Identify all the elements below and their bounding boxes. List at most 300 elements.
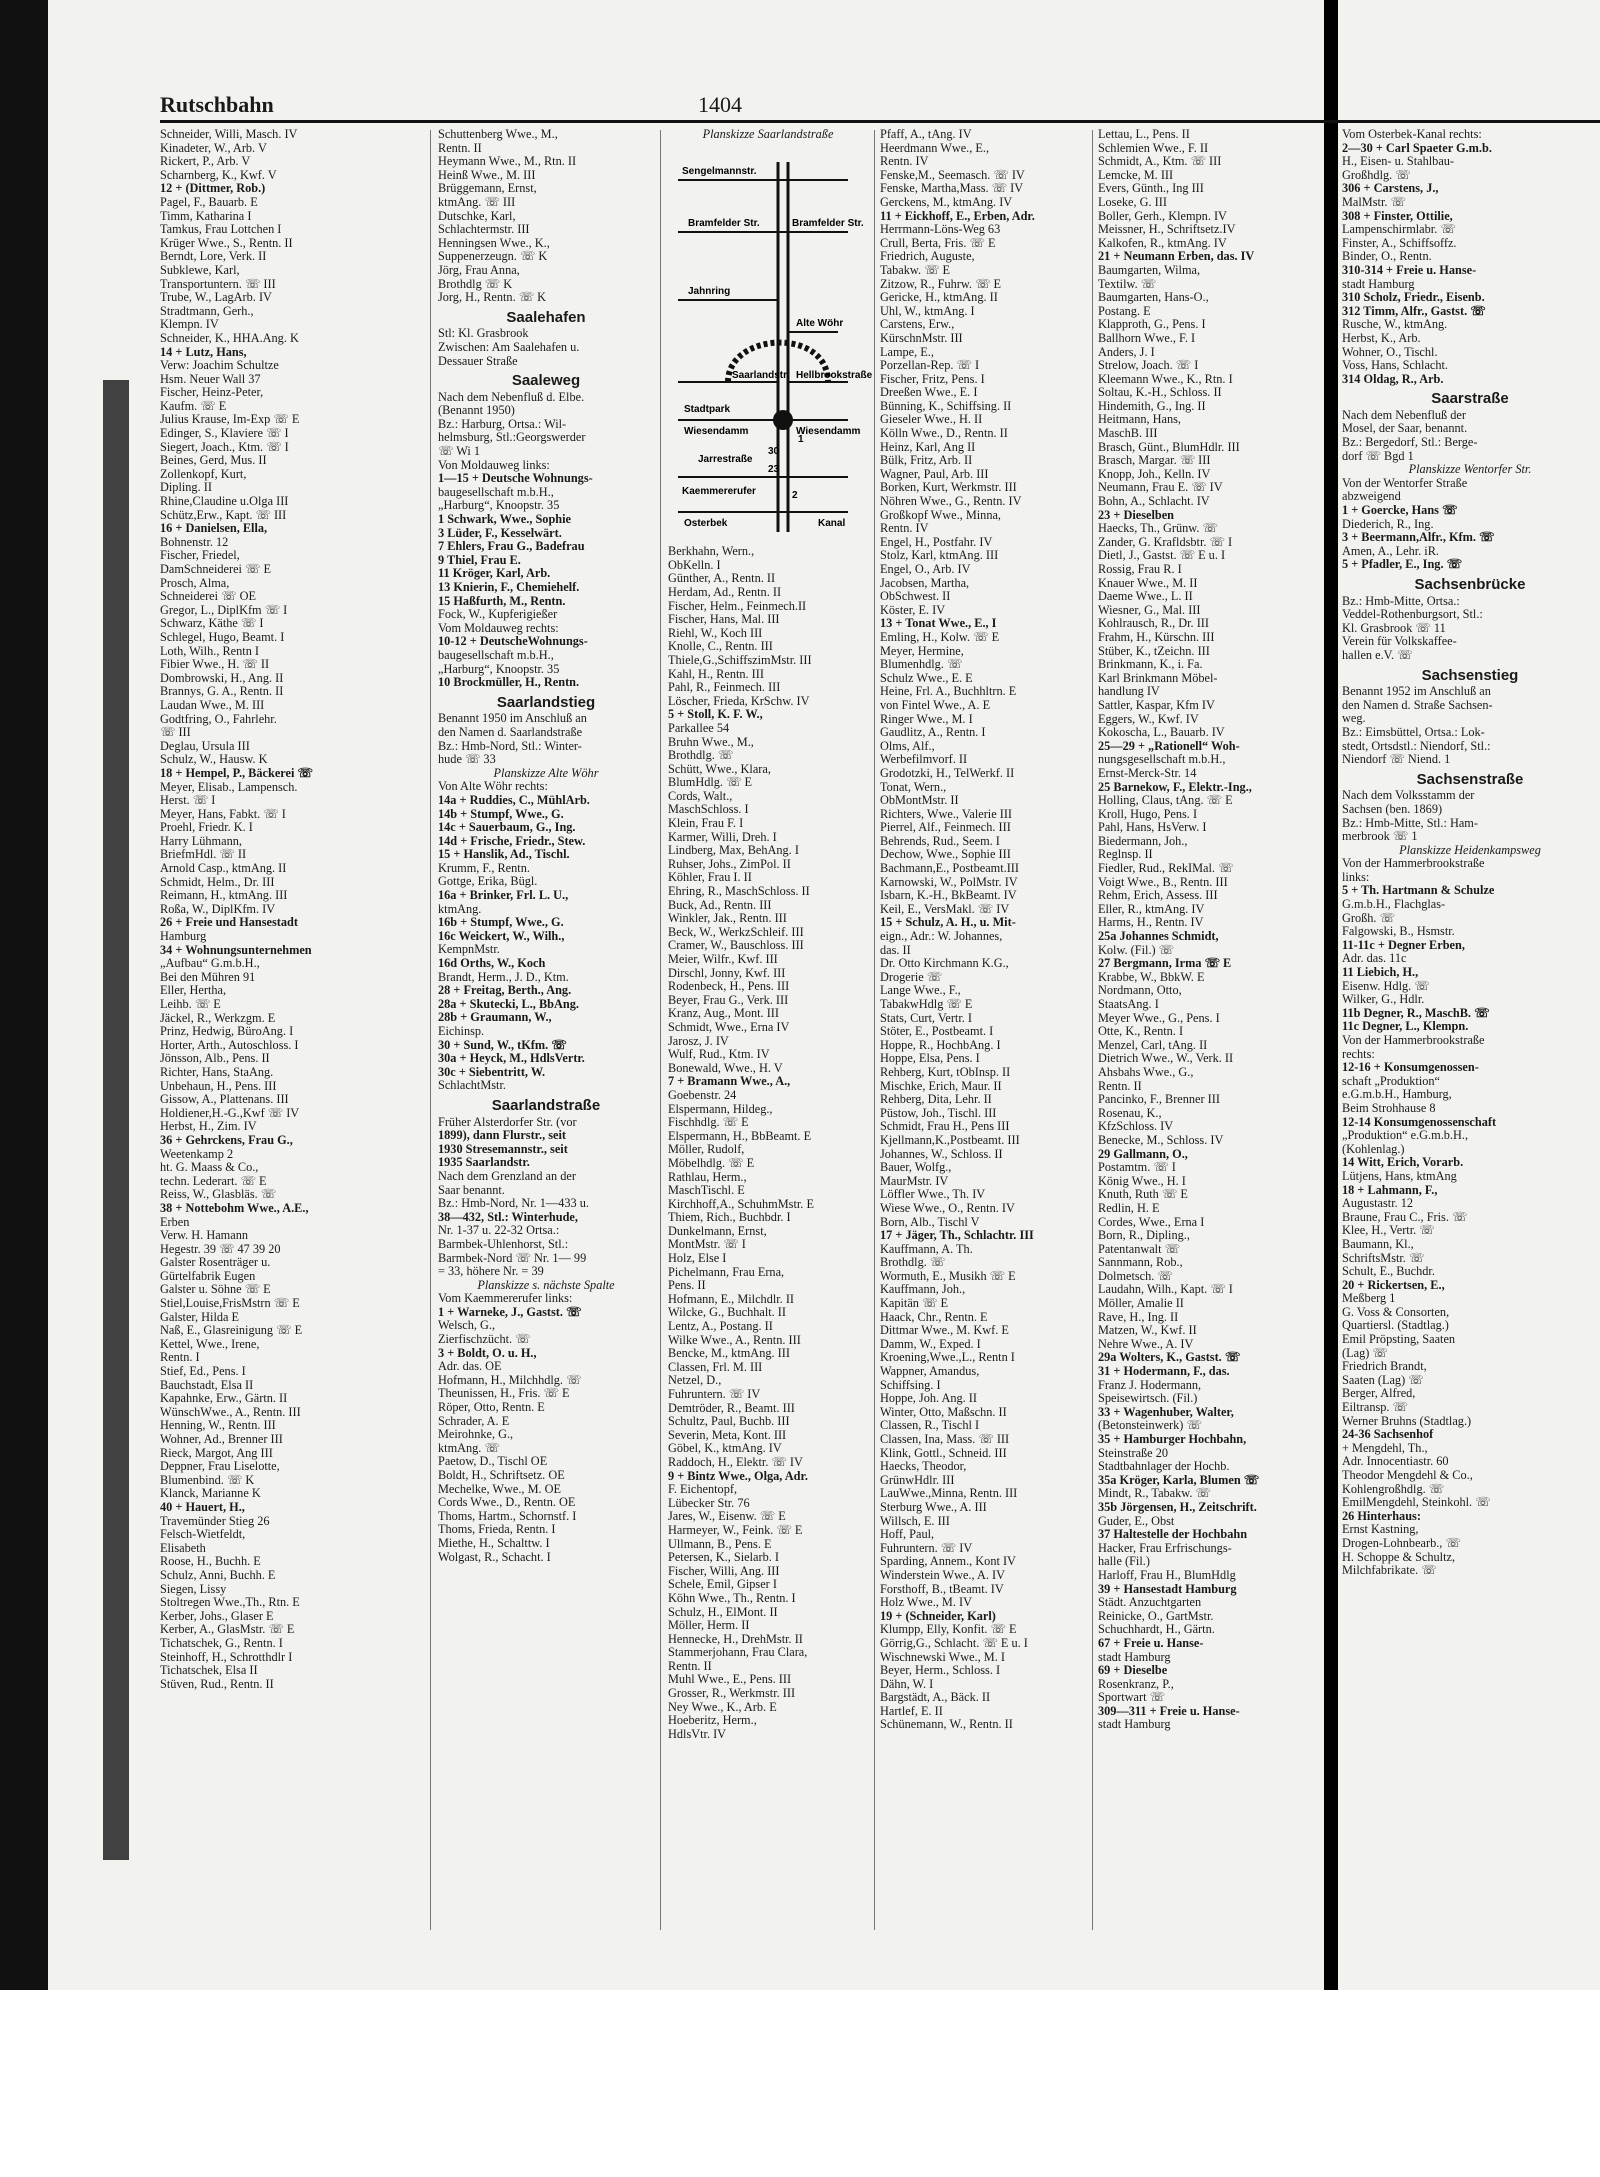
- directory-entry: 16b + Stumpf, Wwe., G.: [438, 915, 564, 930]
- street-heading: Sachsenbrücke: [1414, 576, 1526, 593]
- directory-entry: Rentn. II: [668, 1658, 712, 1673]
- directory-entry: Sattler, Kaspar, Kfm IV: [1098, 697, 1215, 712]
- directory-entry: 7 + Bramann Wwe., A.,: [668, 1074, 791, 1089]
- directory-entry: 18 + Lahmann, F.,: [1342, 1182, 1438, 1197]
- directory-entry: 25 Barnekow, F., Elektr.-Ing.,: [1098, 779, 1252, 794]
- directory-entry: Hegestr. 39 ☏ 47 39 20: [160, 1241, 281, 1256]
- directory-entry: Hamburg: [160, 929, 207, 944]
- directory-entry: 14a + Ruddies, C., MühlArb.: [438, 792, 590, 807]
- directory-entry: Holdiener,H.-G.,Kwf ☏ IV: [160, 1105, 300, 1120]
- directory-entry: Dr. Otto Kirchmann K.G.,: [880, 956, 1009, 971]
- directory-entry: (Kohlenlag.): [1342, 1141, 1405, 1156]
- directory-entry: Schulz, W., Hausw. K: [160, 752, 268, 767]
- directory-entry: Berkhahn, Wern.,: [668, 544, 755, 559]
- directory-entry: 28 + Freitag, Berth., Ang.: [438, 983, 572, 998]
- directory-entry: Boller, Gerh., Klempn. IV: [1098, 208, 1227, 223]
- directory-entry: Schulz, H., ElMont. II: [668, 1604, 778, 1619]
- directory-entry: Verw: Joachim Schultze: [160, 358, 279, 373]
- directory-entry: Fischhdlg. ☏ E: [668, 1115, 749, 1130]
- directory-entry: Dessauer Straße: [438, 353, 518, 368]
- directory-entry: Herbst, H., Zim. IV: [160, 1119, 257, 1134]
- directory-entry: 16c Weickert, W., Wilh.,: [438, 928, 565, 943]
- directory-entry: Strelow, Joach. ☏ I: [1098, 358, 1199, 373]
- directory-entry: 30 + Sund, W., tKfm. ☏: [438, 1037, 567, 1052]
- directory-entry: Beyer, Herm., Schloss. I: [880, 1663, 1001, 1678]
- directory-entry: Dietrich Wwe., W., Verk. II: [1098, 1051, 1234, 1066]
- directory-entry: Bz.: Hmb-Nord, Nr. 1—433 u.: [438, 1196, 589, 1211]
- street-heading: Saaleweg: [511, 372, 581, 390]
- directory-entry: Schultz, Paul, Buchb. III: [668, 1414, 790, 1429]
- directory-entry: Herdam, Ad., Rentn. II: [668, 584, 782, 599]
- directory-entry: Von Alte Wöhr rechts:: [438, 779, 548, 794]
- directory-entry: Mischke, Erich, Maur. II: [880, 1078, 1002, 1093]
- directory-entry: Buck, Ad., Rentn. III: [668, 897, 772, 912]
- directory-entry: Zwischen: Am Saalehafen u.: [438, 339, 580, 354]
- directory-entry: Fischer, Willi, Ang. III: [668, 1563, 780, 1578]
- directory-entry: Wormuth, E., Musikh ☏ E: [880, 1268, 1016, 1283]
- directory-entry: 2—30 + Carl Spaeter G.m.b.: [1342, 140, 1492, 155]
- directory-entry: Blumenhdlg. ☏: [880, 657, 963, 672]
- directory-entry: 38 + Nottebohm Wwe., A.E.,: [160, 1200, 309, 1215]
- directory-entry: 28a + Skutecki, L., BbAng.: [438, 996, 579, 1011]
- directory-entry: Heitmann, Hans,: [1098, 412, 1181, 427]
- directory-entry: eign., Adr.: W. Johannes,: [880, 929, 1003, 944]
- directory-entry: Theodor Mengdehl & Co.,: [1342, 1468, 1473, 1482]
- directory-entry: hallen e.V. ☏: [1342, 647, 1413, 662]
- directory-entry: Lemcke, M. III: [1098, 167, 1174, 182]
- map-label: Wiesendamm: [684, 425, 749, 437]
- directory-entry: 7 Ehlers, Frau G., Badefrau: [438, 539, 585, 554]
- directory-entry: baugesellschaft m.b.H.,: [438, 647, 554, 662]
- map-label: Saarlandstr.: [732, 369, 790, 381]
- directory-entry: Stradtmann, Gerh.,: [160, 303, 254, 318]
- directory-entry: KfzSchloss. IV: [1098, 1119, 1174, 1134]
- directory-entry: Kettel, Wwe., Irene,: [160, 1336, 260, 1351]
- directory-entry: Bachmann,E., Postbeamt.III: [880, 861, 1019, 876]
- directory-entry: Benannt 1950 im Anschluß an: [438, 711, 587, 726]
- directory-entry: Rieck, Margot, Ang III: [160, 1445, 273, 1460]
- directory-entry: 29a Wolters, K., Gastst. ☏: [1098, 1350, 1241, 1365]
- directory-entry: DamSchneiderei ☏ E: [160, 562, 271, 576]
- directory-entry: Lentz, A., Postang. II: [668, 1319, 773, 1334]
- directory-entry: 16 + Danielsen, Ella,: [160, 521, 268, 536]
- directory-entry: rechts:: [1342, 1046, 1375, 1061]
- directory-entry: (Betonsteinwerk) ☏: [1098, 1418, 1202, 1433]
- directory-entry: Ahsbahs Wwe., G.,: [1098, 1064, 1194, 1079]
- directory-entry: Zander, G. Krafldsbtr. ☏ I: [1098, 534, 1233, 549]
- book-spine: [0, 0, 48, 1990]
- directory-entry: Loseke, G. III: [1098, 194, 1167, 209]
- directory-entry: Bohnenstr. 12: [160, 534, 229, 549]
- directory-entry: Hoppe, R., HochbAng. I: [880, 1037, 1001, 1052]
- map-label: Bramfelder Str.: [792, 217, 864, 229]
- directory-entry: Klempn. IV: [160, 317, 219, 332]
- directory-entry: 11b Degner, R., MaschB. ☏: [1342, 1005, 1490, 1020]
- directory-entry: Isbarn, K.-H., BkBeamt. IV: [880, 888, 1017, 903]
- directory-entry: Möller, Rudolf,: [668, 1142, 745, 1157]
- directory-entry: Julius Krause, Im-Exp ☏ E: [160, 412, 300, 427]
- directory-entry: Hoeberitz, Herm.,: [668, 1713, 757, 1728]
- directory-entry: Schneider, K., HHA.Ang. K: [160, 330, 299, 345]
- map-note: Planskizze Heidenkampsweg: [1399, 842, 1541, 857]
- directory-entry: Finster, A., Schiffsoffz.: [1342, 235, 1457, 250]
- directory-entry: Dombrowski, H., Ang. II: [160, 670, 284, 685]
- directory-entry: Richter, Hans, StaAng.: [160, 1064, 274, 1079]
- directory-entry: Brothdlg. ☏: [668, 748, 734, 763]
- directory-entry: Henning, W., Rentn. III: [160, 1418, 276, 1433]
- directory-entry: Elspermann, H., BbBeamt. E: [668, 1128, 812, 1143]
- directory-entry: Schütt, Wwe., Klara,: [668, 761, 771, 776]
- directory-entry: Kranz, Aug., Mont. III: [668, 1006, 779, 1021]
- directory-entry: Borken, Kurt, Werkmstr. III: [880, 480, 1017, 495]
- directory-entry: Wilker, G., Hdlr.: [1342, 992, 1425, 1007]
- directory-entry: Benecke, M., Schloss. IV: [1098, 1132, 1224, 1147]
- directory-entry: Schneider, Willi, Masch. IV: [160, 127, 298, 141]
- directory-entry: Mosel, der Saar, benannt.: [1342, 421, 1468, 436]
- directory-entry: Winter, Otto, Maßschn. II: [880, 1404, 1007, 1419]
- directory-entry: Biedermann, Joh.,: [1098, 833, 1188, 848]
- directory-entry: Stief, Ed., Pens. I: [160, 1364, 246, 1379]
- column-2: [438, 128, 654, 1564]
- directory-entry: 312 Timm, Alfr., Gastst. ☏: [1342, 303, 1486, 318]
- directory-entry: Stöter, E., Postbeamt. I: [880, 1024, 994, 1039]
- directory-entry: Godtfring, O., Fahrlehr.: [160, 711, 277, 726]
- directory-entry: 26 Hinterhaus:: [1342, 1508, 1421, 1523]
- directory-entry: Brothdlg. ☏: [880, 1255, 946, 1270]
- directory-entry: Fischer, Heinz-Peter,: [160, 385, 264, 400]
- directory-entry: Friedrich, Auguste,: [880, 249, 975, 264]
- directory-entry: Born, R., Dipling.,: [1098, 1228, 1190, 1243]
- directory-entry: Adr. das. OE: [438, 1359, 502, 1374]
- directory-entry: Sparding, Annem., Kont IV: [880, 1554, 1016, 1569]
- directory-entry: Fischer, Helm., Feinmech.II: [668, 598, 807, 613]
- directory-entry: Tamkus, Frau Lottchen I: [160, 222, 282, 237]
- directory-entry: Rentn. I: [160, 1350, 200, 1365]
- directory-entry: Trube, W., LagArb. IV: [160, 290, 272, 305]
- directory-entry: Karl Brinkmann Möbel-: [1098, 670, 1218, 685]
- directory-entry: ktmAng. ☏ III: [438, 194, 516, 209]
- directory-entry: G.m.b.H., Flachglas-: [1342, 897, 1446, 912]
- directory-entry: Drogen-Lohnbearb., ☏: [1342, 1535, 1461, 1550]
- directory-entry: ObMontMstr. II: [880, 793, 959, 808]
- directory-entry: Von der Wentorfer Straße: [1342, 475, 1468, 490]
- directory-entry: 14d + Frische, Friedr., Stew.: [438, 833, 586, 848]
- directory-entry: Werbefilmvorf. II: [880, 752, 968, 767]
- directory-entry: Rentn. IV: [880, 154, 929, 169]
- directory-entry: Möbelhdlg. ☏ E: [668, 1155, 755, 1170]
- directory-entry: 14c + Sauerbaum, G., Ing.: [438, 820, 576, 835]
- directory-entry: Hacker, Frau Erfrischungs-: [1098, 1540, 1232, 1555]
- map-label: 23: [768, 463, 780, 475]
- directory-entry: Winderstein Wwe., A. IV: [880, 1567, 1005, 1582]
- directory-entry: Erben: [160, 1214, 190, 1229]
- street-heading: Sachsenstieg: [1421, 666, 1519, 684]
- directory-entry: Nach dem Nebenfluß d. Elbe.: [438, 389, 585, 404]
- directory-entry: Goebenstr. 24: [668, 1087, 737, 1102]
- directory-entry: Lettau, L., Pens. II: [1098, 127, 1190, 141]
- directory-entry: Kaufm. ☏ E: [160, 398, 227, 413]
- directory-entry: Ullmann, B., Pens. E: [668, 1536, 772, 1551]
- street-heading: Saarlandstraße: [491, 1096, 601, 1114]
- directory-entry: Mindt, R., Tabakw. ☏: [1098, 1486, 1211, 1501]
- directory-entry: Schmidt, Frau H., Pens III: [880, 1119, 1010, 1134]
- directory-entry: Rentn. IV: [880, 521, 929, 536]
- directory-entry: Behrends, Rud., Seem. I: [880, 833, 1000, 848]
- directory-entry: Born, Alb., Tischl V: [880, 1214, 980, 1229]
- directory-entry: Wolgast, R., Schacht. I: [438, 1549, 551, 1564]
- directory-entry: Schmidt, A., Ktm. ☏ III: [1098, 154, 1222, 169]
- directory-entry: stadt Hamburg: [1342, 276, 1415, 291]
- directory-entry: Dechow, Wwe., Sophie III: [880, 847, 1011, 862]
- directory-entry: Pierrel, Alf., Feinmech. III: [880, 820, 1011, 835]
- directory-entry: Schneiderei ☏ OE: [160, 589, 256, 604]
- directory-entry: stadt Hamburg: [1098, 1649, 1171, 1664]
- directory-entry: Knuth, Ruth ☏ E: [1098, 1187, 1188, 1202]
- directory-entry: Herbst, K., Arb.: [1342, 330, 1421, 345]
- directory-entry: Lindberg, Max, BehAng. I: [668, 843, 799, 858]
- directory-entry: Fischer, Hans, Mal. III: [668, 612, 780, 627]
- directory-entry: Ballhorn Wwe., F. I: [1098, 330, 1196, 345]
- directory-entry: 10 Brockmüller, H., Rentn.: [438, 675, 580, 690]
- directory-entry: Muhl Wwe., E., Pens. III: [668, 1672, 792, 1687]
- directory-entry: Vom Kaemmererufer links:: [438, 1291, 573, 1306]
- directory-entry: 23 + Dieselben: [1098, 507, 1175, 522]
- directory-entry: Veddel-Rothenburgsort, Stl.:: [1342, 607, 1483, 622]
- directory-entry: Heinß Wwe., M. III: [438, 167, 536, 182]
- directory-entry: Meier, Wilfr., Kwf. III: [668, 952, 778, 966]
- directory-entry: Kalkofen, R., ktmAng. IV: [1098, 235, 1227, 250]
- directory-entry: Knauer Wwe., M. II: [1098, 575, 1198, 590]
- directory-entry: Stiel,Louise,FrisMstrn ☏ E: [160, 1296, 300, 1311]
- directory-entry: Hoppe, Joh. Ang. II: [880, 1391, 977, 1406]
- directory-entry: Gaudlitz, A., Rentn. I: [880, 725, 986, 740]
- map-label: Sengelmannstr.: [682, 165, 757, 177]
- directory-entry: 16a + Brinker, Frl. L. U.,: [438, 888, 569, 903]
- directory-entry: weg.: [1342, 711, 1366, 726]
- directory-entry: Fuhruntern. ☏ IV: [880, 1540, 973, 1555]
- directory-entry: Sterburg Wwe., A. III: [880, 1499, 987, 1514]
- directory-entry: KürschnMstr. III: [880, 330, 963, 345]
- directory-entry: Tichatschek, Elsa II: [160, 1663, 258, 1678]
- directory-entry: Porzellan-Rep. ☏ I: [880, 358, 980, 373]
- directory-entry: Städt. Anzuchtgarten: [1098, 1595, 1202, 1610]
- directory-entry: Beines, Gerd, Mus. II: [160, 453, 267, 468]
- directory-entry: 69 + Dieselbe: [1098, 1663, 1168, 1678]
- directory-entry: Adr. das. 11c: [1342, 951, 1407, 966]
- directory-entry: den Namen d. Straße Sachsen-: [1342, 697, 1493, 712]
- directory-entry: 17 + Jäger, Th., Schlachtr. III: [880, 1228, 1034, 1243]
- directory-entry: Bz.: Hmb-Nord, Stl.: Winter-: [438, 738, 582, 753]
- directory-entry: Zierfischzücht. ☏: [438, 1332, 531, 1347]
- directory-entry: Daeme Wwe., L. II: [1098, 589, 1193, 604]
- directory-entry: Dirschl, Jonny, Kwf. III: [668, 965, 786, 980]
- directory-entry: Mechelke, Wwe., M. OE: [438, 1481, 562, 1496]
- directory-entry: 34 + Wohnungsunternehmen: [160, 942, 312, 957]
- directory-entry: Neumann, Frau E. ☏ IV: [1098, 480, 1223, 495]
- directory-entry: SchlachtMstr.: [438, 1078, 506, 1093]
- directory-entry: „Aufbau“ G.m.b.H.,: [160, 956, 260, 971]
- directory-entry: Heymann Wwe., M., Rtn. II: [438, 154, 577, 169]
- directory-entry: „Produktion“ e.G.m.b.H.,: [1342, 1128, 1469, 1143]
- column-divider: [874, 130, 875, 1930]
- directory-entry: Keil, E., VersMakl. ☏ IV: [880, 901, 1010, 916]
- directory-entry: Matzen, W., Kwf. II: [1098, 1323, 1197, 1338]
- directory-entry: 11 + Eickhoff, E., Erben, Adr.: [880, 208, 1035, 223]
- directory-entry: Deglau, Ursula III: [160, 738, 250, 753]
- directory-entry: Timm, Katharina I: [160, 208, 252, 223]
- directory-entry: Holling, Claus, tAng. ☏ E: [1098, 793, 1233, 808]
- directory-entry: Stüber, K., tZeichn. III: [1098, 643, 1210, 658]
- directory-entry: stedt, Ortsdstl.: Niendorf, Stl.:: [1342, 738, 1491, 753]
- directory-entry: Meissner, H., Schriftsetz.IV: [1098, 222, 1236, 237]
- directory-entry: Patentanwalt ☏: [1098, 1241, 1180, 1256]
- directory-entry: e.G.m.b.H., Hamburg,: [1342, 1087, 1452, 1102]
- map-label: 2: [792, 489, 798, 501]
- directory-entry: GrünwHdlr. III: [880, 1472, 955, 1487]
- directory-entry: Sportwart ☏: [1098, 1690, 1165, 1705]
- directory-entry: MaurMstr. IV: [880, 1173, 949, 1188]
- directory-entry: Vom Osterbek-Kanal rechts:: [1342, 127, 1482, 141]
- directory-entry: Loth, Wilh., Rentn I: [160, 643, 260, 658]
- directory-entry: Klee, H., Vertr. ☏: [1342, 1223, 1435, 1238]
- directory-entry: Forsthoff, B., tBeamt. IV: [880, 1581, 1004, 1596]
- directory-entry: Bonewald, Wwe., H. V: [668, 1060, 783, 1075]
- directory-entry: Bz.: Hmb-Mitte, Ortsa.:: [1342, 593, 1460, 608]
- directory-entry: Bz.: Bergedorf, Stl.: Berge-: [1342, 435, 1478, 450]
- directory-entry: Horter, Arth., Autoschloss. I: [160, 1037, 299, 1052]
- directory-entry: 306 + Carstens, J.,: [1342, 181, 1439, 196]
- directory-entry: Frahm, H., Kürschn. III: [1098, 629, 1215, 644]
- directory-entry: Früher Alsterdorfer Str. (vor: [438, 1114, 577, 1129]
- directory-entry: Jacobsen, Martha,: [880, 575, 970, 590]
- directory-entry: Textilw. ☏: [1098, 276, 1157, 291]
- directory-entry: Travemünder Stieg 26: [160, 1513, 270, 1528]
- directory-entry: Bencke, M., ktmAng. III: [668, 1346, 790, 1361]
- directory-entry: Nr. 1-37 u. 22-32 Ortsa.:: [438, 1223, 560, 1238]
- directory-entry: Großkopf Wwe., Minna,: [880, 507, 1002, 522]
- directory-entry: 9 Thiel, Frau E.: [438, 552, 521, 567]
- directory-entry: 1 + Warneke, J., Gastst. ☏: [438, 1304, 582, 1319]
- directory-entry: Meirohnke, G.,: [438, 1427, 514, 1442]
- directory-entry: 310-314 + Freie u. Hanse-: [1342, 262, 1477, 277]
- directory-entry: Engel, H., Postfahr. IV: [880, 534, 993, 549]
- directory-entry: Kölln Wwe., D., Rentn. II: [880, 426, 1008, 441]
- directory-entry: Von der Hammerbrookstraße: [1342, 1033, 1485, 1047]
- directory-entry: Möller, Herm. II: [668, 1618, 750, 1633]
- directory-entry: Benannt 1952 im Anschluß an: [1342, 684, 1491, 699]
- directory-entry: Eller, Hertha,: [160, 983, 227, 998]
- directory-entry: Galster Rosenträger u.: [160, 1255, 271, 1270]
- directory-entry: 11 Liebich, H.,: [1342, 965, 1419, 980]
- directory-entry: Siegert, Joach., Ktm. ☏ I: [160, 439, 289, 454]
- header-rule: [1338, 120, 1600, 123]
- directory-entry: Demtröder, R., Beamt. III: [668, 1400, 795, 1415]
- directory-entry: Wulf, Rud., Ktm. IV: [668, 1047, 770, 1062]
- directory-entry: 18 + Hempel, P., Bäckerei ☏: [160, 765, 313, 780]
- directory-entry: 21 + Neumann Erben, das. IV: [1098, 249, 1255, 264]
- left-page: [48, 0, 1324, 1990]
- directory-entry: Löscher, Frieda, KrSchw. IV: [668, 693, 810, 708]
- directory-entry: Kokoscha, L., Bauarb. IV: [1098, 725, 1225, 740]
- directory-entry: Sachsen (ben. 1869): [1342, 801, 1443, 816]
- directory-entry: Krabbe, W., BbkW. E: [1098, 969, 1205, 984]
- directory-entry: Holz Wwe., M. IV: [880, 1595, 972, 1610]
- directory-entry: 19 + (Schneider, Karl): [880, 1608, 996, 1623]
- directory-entry: Schütz,Erw., Kapt. ☏ III: [160, 507, 287, 522]
- directory-entry: ☏ Wi 1: [438, 444, 480, 459]
- directory-entry: Schmidt, Helm., Dr. III: [160, 874, 275, 889]
- directory-entry: Grosser, R., Werkmstr. III: [668, 1686, 796, 1701]
- directory-entry: Dolmetsch. ☏: [1098, 1268, 1173, 1283]
- directory-entry: Röper, Otto, Rentn. E: [438, 1400, 545, 1415]
- directory-entry: Grodotzki, H., TelWerkf. II: [880, 765, 1015, 780]
- directory-entry: ktmAng. ☏: [438, 1440, 500, 1455]
- directory-entry: Jorg, H., Rentn. ☏ K: [438, 290, 547, 305]
- directory-entry: 1935 Saarlandstr.: [438, 1155, 530, 1170]
- directory-entry: links:: [1342, 869, 1370, 884]
- directory-entry: 30c + Siebentritt, W.: [438, 1064, 546, 1079]
- directory-entry: Braune, Frau C., Fris. ☏: [1342, 1209, 1468, 1224]
- directory-entry: den Namen d. Saarlandstraße: [438, 724, 583, 739]
- directory-entry: Holz, Else I: [668, 1251, 727, 1266]
- map-label: Osterbek: [684, 517, 728, 529]
- directory-entry: Brannys, G. A., Rentn. II: [160, 684, 284, 699]
- directory-entry: F. Eichentopf,: [668, 1482, 738, 1497]
- directory-entry: 11 Kröger, Karl, Arb.: [438, 566, 551, 581]
- directory-entry: Haecks, Theodor,: [880, 1459, 967, 1474]
- directory-entry: Thoms, Hartm., Schornstf. I: [438, 1508, 577, 1523]
- directory-entry: Scharnberg, K., Kwf. V: [160, 167, 277, 182]
- column-divider: [1092, 130, 1093, 1930]
- directory-entry: Bruhn Wwe., M.,: [668, 734, 754, 749]
- directory-entry: BriefmHdl. ☏ II: [160, 847, 247, 862]
- directory-entry: Blumenbind. ☏ K: [160, 1472, 255, 1487]
- directory-entry: 11c Degner, L., Klempn.: [1342, 1019, 1469, 1034]
- directory-entry: Hennecke, H., DrehMstr. II: [668, 1631, 803, 1646]
- directory-entry: Klink, Gottl., Schneid. III: [880, 1445, 1007, 1460]
- directory-entry: Krumm, F., Rentn.: [438, 860, 530, 875]
- street-heading: Saarstraße: [1431, 390, 1509, 408]
- directory-entry: Soltau, K.-H., Schloss. II: [1098, 385, 1222, 400]
- directory-entry: 1899), dann Flurstr., seit: [438, 1128, 566, 1143]
- directory-entry: Roßa, W., DiplKfm. IV: [160, 901, 276, 916]
- directory-entry: Haack, Chr., Rentn. E: [880, 1309, 988, 1324]
- directory-entry: Kohlrausch, R., Dr. III: [1098, 616, 1209, 631]
- directory-entry: Rehberg, Kurt, tObInsp. II: [880, 1064, 1011, 1079]
- directory-entry: + Mengdehl, Th.,: [1342, 1440, 1428, 1455]
- directory-entry: Olms, Alf.,: [880, 738, 935, 753]
- directory-entry: Rehberg, Dita, Lehr. II: [880, 1092, 992, 1107]
- directory-entry: Göbel, K., ktmAng. IV: [668, 1441, 782, 1456]
- directory-entry: Gottge, Erika, Bügl.: [438, 874, 538, 889]
- directory-entry: Redlin, H. E: [1098, 1200, 1160, 1215]
- directory-entry: Kerber, Johs., Glaser E: [160, 1608, 274, 1623]
- directory-entry: Nach dem Nebenfluß der: [1342, 407, 1466, 422]
- directory-entry: Otte, K., Rentn. I: [1098, 1024, 1184, 1039]
- directory-entry: 24-36 Sachsenhof: [1342, 1427, 1434, 1442]
- directory-entry: Wohner, Ad., Brenner III: [160, 1432, 283, 1446]
- directory-entry: Hartlef, E. II: [880, 1703, 943, 1718]
- directory-entry: Kjellmann,K.,Postbeamt. III: [880, 1132, 1020, 1147]
- directory-entry: 27 Bergmann, Irma ☏ E: [1098, 956, 1232, 971]
- directory-entry: Schmidt, Wwe., Erna IV: [668, 1019, 790, 1034]
- directory-entry: Eller, R., ktmAng. IV: [1098, 901, 1205, 916]
- directory-entry: Dietl, J., Gastst. ☏ E u. I: [1098, 548, 1226, 563]
- directory-entry: von Fintel Wwe., A. E: [880, 697, 991, 712]
- directory-entry: Evers, Günth., Ing III: [1098, 181, 1204, 196]
- directory-entry: Klapproth, G., Pens. I: [1098, 317, 1206, 332]
- directory-entry: MaschSchloss. I: [668, 802, 749, 817]
